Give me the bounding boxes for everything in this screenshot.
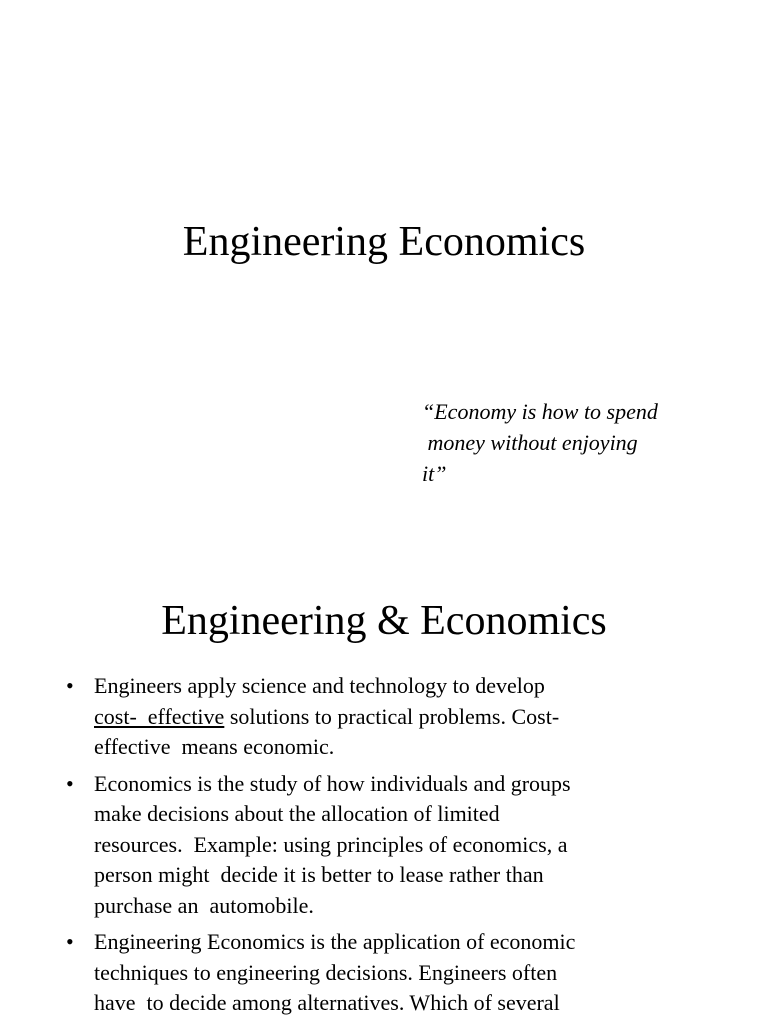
bullet-icon: • <box>66 770 74 796</box>
section-heading: Engineering & Economics <box>161 598 607 644</box>
bullet-icon: • <box>66 673 74 698</box>
bullet-text-line: resources. Example: using principles of economics, a <box>94 831 568 857</box>
underlined-term: cost- effective <box>94 703 225 729</box>
quote <box>422 396 658 489</box>
bullet-text-line: Engineers apply science and technology to develop <box>94 673 545 698</box>
bullet-text-line: Engineering Economics is the application of economic <box>94 929 576 954</box>
bullet-icon: • <box>66 929 74 954</box>
bullet-item <box>60 671 660 763</box>
bullet-text-line: make decisions about the allocation of limited <box>94 801 500 826</box>
slide-title: Engineering Economics <box>182 219 586 265</box>
bullet-text-line <box>94 702 660 733</box>
quote-line: money without enjoying <box>422 430 638 455</box>
quote-line: “Economy is how to spend <box>422 399 658 424</box>
bullet-item <box>60 927 660 1019</box>
bullet-text-line: techniques to engineering decisions. Engineers often <box>94 959 558 985</box>
bullet-text-line: effective means economic. <box>94 734 335 759</box>
bullet-text-line: purchase an automobile. <box>94 892 314 918</box>
bullet-list <box>60 671 660 1024</box>
bullet-text-line: Economics is the study of how individuals and groups <box>94 770 571 796</box>
quote-line: it” <box>422 461 447 486</box>
bullet-text-fragment: solutions to practical problems. Cost- <box>224 703 560 729</box>
bullet-text-line: person might decide it is better to lease rather than <box>94 862 544 887</box>
bullet-text-line: have to decide among alternatives. Which of several <box>94 990 560 1015</box>
bullet-item <box>60 769 660 922</box>
